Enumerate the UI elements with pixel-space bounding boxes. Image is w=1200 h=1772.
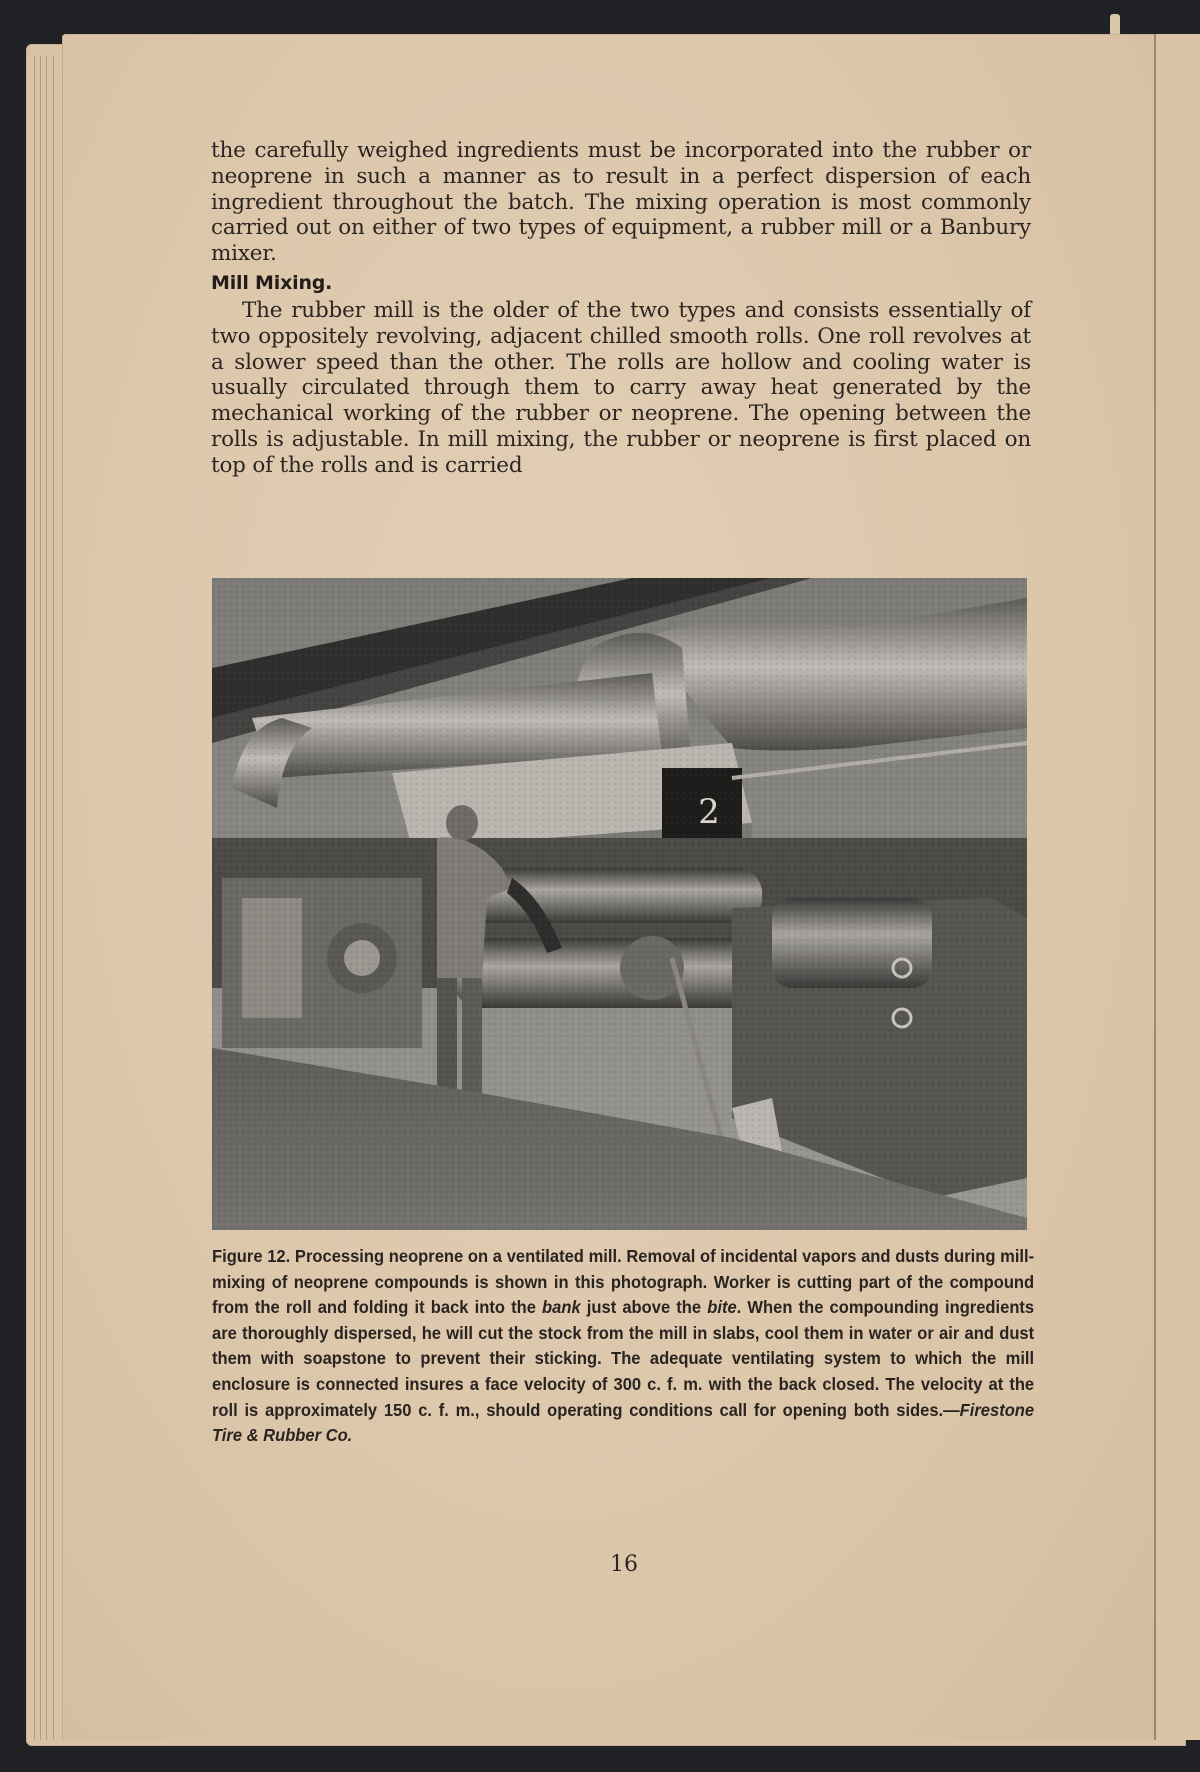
page-edge: [53, 56, 54, 1740]
facing-page-edge: [1157, 34, 1200, 1740]
caption-text-3: . When the compounding ingredients are thoroughly dispersed, he will cut the stock from the mill in slabs, cool them in water or air and dust them with soapstone to prevent their sticking. The adequate ventilating system to which the mill enclosure is connected insures a face velocity of 300 c. f. m. with the back closed. The velocity at the roll is approximately 150 c. f. m., should operating conditions call for opening both sides.—: [212, 1297, 1035, 1420]
caption-text-2: just above the: [580, 1297, 708, 1318]
page-edge: [46, 56, 47, 1740]
figure-label: Figure 12.: [212, 1246, 291, 1266]
caption-term-bank: bank: [542, 1297, 581, 1318]
chalk-mark: 2: [698, 792, 720, 832]
mill-photo-illustration: [212, 578, 1027, 1230]
section-paragraph: The rubber mill is the older of the two types and consists essentially of two oppositely revolving, adjacent chilled smooth rolls. One roll revolves at a slower speed than the other. The rolls are hollow and cooling water is usually circulated through them to carry away heat generated by the mechanical working of the rubber or neoprene. The opening between the rolls is adjustable. In mill mixing, the rubber or neoprene is first placed on top of the rolls and is carried: [211, 297, 1031, 478]
page-number: 16: [610, 1552, 638, 1577]
figure-photo: [212, 578, 1027, 1230]
page-edge: [40, 56, 41, 1740]
figure-caption: [212, 1244, 1034, 1449]
section-heading: Mill Mixing.: [211, 271, 333, 294]
body-text: [211, 138, 1031, 479]
caption-text-1: Processing neoprene on a ventilated mill. Removal of incidental vapors and dusts during mill-mixing of neoprene compounds is shown in this photograph. Worker is cutting part of the compound from the roll and folding it back into the: [212, 1246, 1035, 1318]
gutter-crease: [1154, 34, 1156, 1740]
page-tab: [1110, 14, 1120, 36]
caption-term-bite: bite: [707, 1297, 737, 1318]
page-edge: [34, 56, 35, 1740]
caption-credit: Firestone Tire & Rubber Co.: [212, 1399, 1035, 1446]
intro-paragraph: the carefully weighed ingredients must be incorporated into the rubber or neoprene in such a manner as to result in a perfect dispersion of each ingredient throughout the batch. The mixing operation is most commonly carried out on either of two types of equipment, a rubber mill or a Banbury mixer.: [211, 138, 1031, 267]
